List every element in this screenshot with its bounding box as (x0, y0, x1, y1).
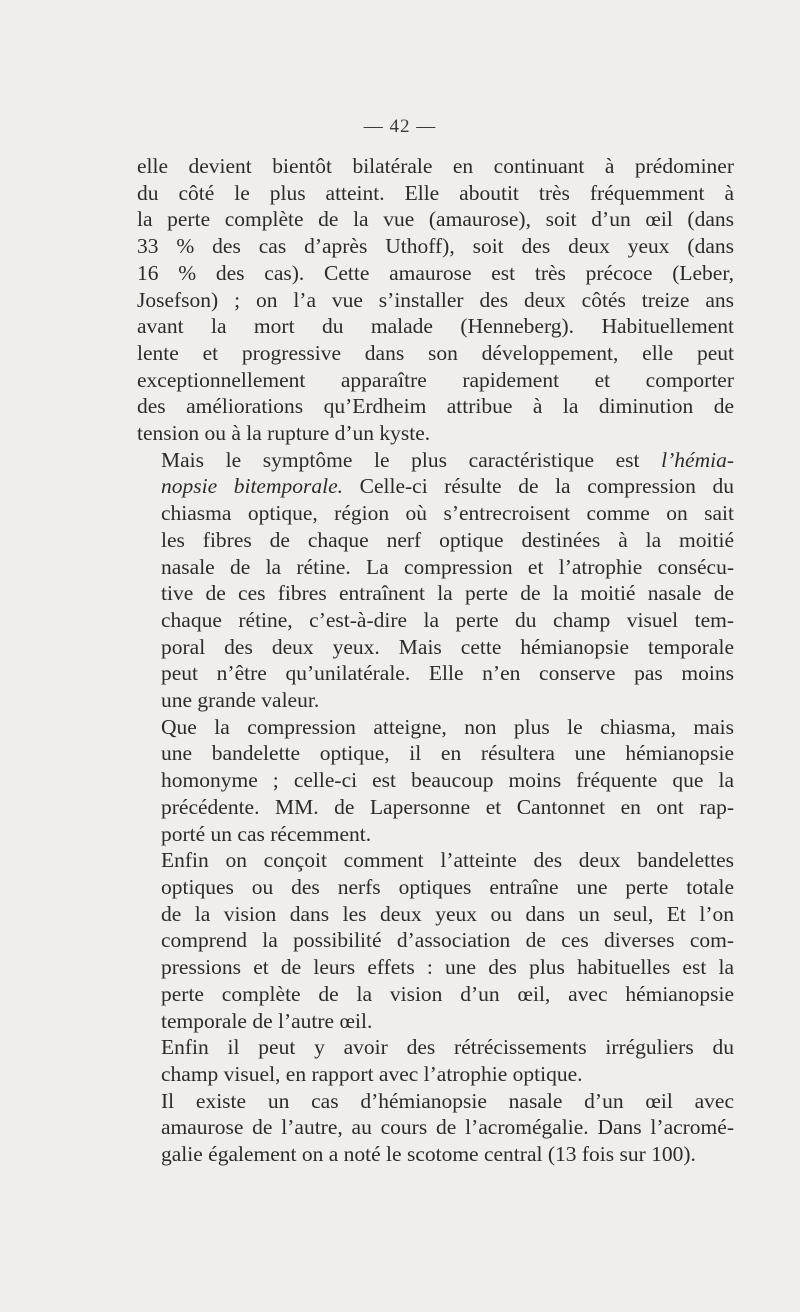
text-line: Enfin il peut y avoir des rétrécissements irréguliers du (161, 1035, 734, 1060)
body-text (137, 153, 734, 1168)
text-line: 16 % des cas). Cette amaurose est très précoce (Leber, (137, 260, 734, 285)
paragraph (137, 847, 734, 1034)
text-line: Que la compression atteigne, non plus le chiasma, mais (161, 714, 734, 739)
text-line: Il existe un cas d’hémianopsie nasale d’un œil avec (161, 1088, 734, 1113)
text-line: nopsie bitemporale. Celle-ci résulte de la compression du (161, 474, 734, 499)
paragraph (137, 447, 734, 714)
text-line: une bandelette optique, il en résultera une hémianopsie (161, 741, 734, 766)
text-line: des améliorations qu’Erdheim attribue à la diminution de (137, 394, 734, 419)
text-line: la perte complète de la vue (amaurose), soit d’un œil (dans (137, 207, 734, 232)
text-line: peut n’être qu’unilatérale. Elle n’en conserve pas moins (161, 661, 734, 686)
page-number: — 42 — (363, 116, 437, 137)
text-line: champ visuel, en rapport avec l’atrophie optique. (161, 1061, 583, 1086)
text-line: amaurose de l’autre, au cours de l’acromégalie. Dans l’acromé- (161, 1115, 734, 1140)
text-line: chaque rétine, c’est-à-dire la perte du champ visuel tem- (161, 607, 734, 632)
paragraph (137, 1088, 734, 1168)
text-line: comprend la possibilité d’association de ces diverses com- (161, 928, 734, 953)
text-line: du côté le plus atteint. Elle aboutit très fréquemment à (137, 180, 734, 205)
text-line: Enfin on conçoit comment l’atteinte des deux bandelettes (161, 848, 734, 873)
text-line: temporale de l’autre œil. (161, 1008, 373, 1033)
text-line: les fibres de chaque nerf optique destinées à la moitié (161, 527, 734, 552)
text-line: galie également on a noté le scotome central (13 fois sur 100). (161, 1142, 696, 1167)
text-line: Mais le symptôme le plus caractéristique est l’hémia- (161, 447, 734, 472)
italic-term: nopsie bitemporale. (161, 474, 344, 499)
text-line: tive de ces fibres entraînent la perte de la moitié nasale de (161, 581, 734, 606)
paragraph (137, 153, 734, 447)
paragraph (137, 1034, 734, 1087)
text-line: optiques ou des nerfs optiques entraîne une perte totale (161, 874, 734, 899)
text-line: exceptionnellement apparaître rapidement et comporter (137, 367, 734, 392)
paragraph (137, 714, 734, 848)
text-line: une grande valeur. (161, 688, 320, 713)
text-line: poral des deux yeux. Mais cette hémianopsie temporale (161, 634, 734, 659)
text-line: précédente. MM. de Lapersonne et Cantonnet en ont rap- (161, 794, 734, 819)
text-line: nasale de la rétine. La compression et l’atrophie consécu- (161, 554, 734, 579)
text-line: lente et progressive dans son développement, elle peut (137, 340, 734, 365)
text-line: chiasma optique, région où s’entrecroisent comme on sait (161, 501, 734, 526)
text-line: de la vision dans les deux yeux ou dans un seul, Et l’on (161, 901, 734, 926)
text-line: elle devient bientôt bilatérale en continuant à prédominer (137, 154, 734, 178)
text-line: Josefson) ; on l’a vue s’installer des deux côtés treize ans (137, 287, 734, 312)
text-line: porté un cas récemment. (161, 821, 372, 846)
text-line: 33 % des cas d’après Uthoff), soit des deux yeux (dans (137, 234, 734, 259)
text-line: avant la mort du malade (Henneberg). Habituellement (137, 314, 734, 339)
italic-term: l’hémia- (661, 447, 734, 472)
text-line: homonyme ; celle-ci est beaucoup moins fréquente que la (161, 768, 734, 793)
text-line: tension ou à la rupture d’un kyste. (137, 421, 431, 446)
text-line: perte complète de la vision d’un œil, avec hémianopsie (161, 981, 734, 1006)
text-line: pressions et de leurs effets : une des plus habituelles est la (161, 955, 734, 980)
